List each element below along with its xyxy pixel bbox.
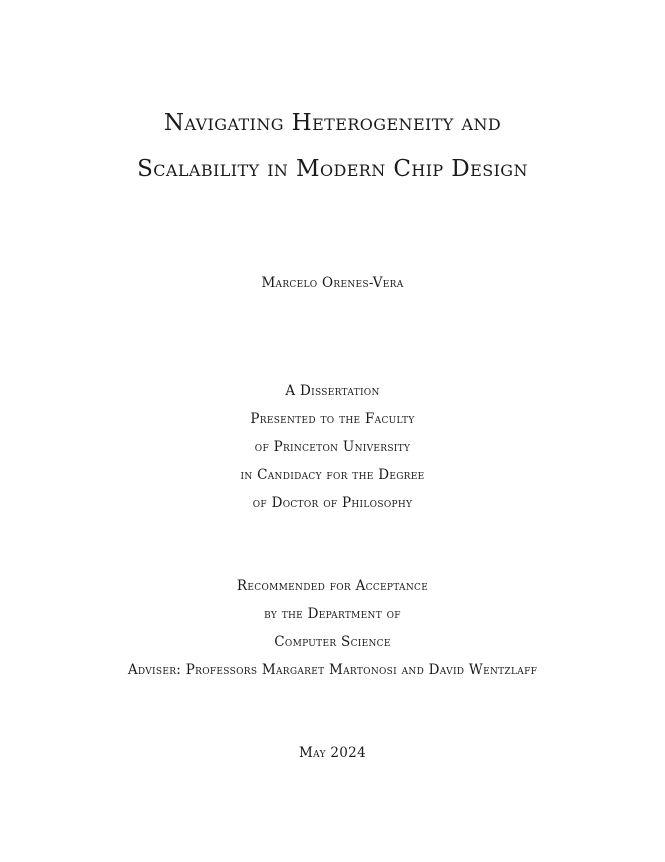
recommendation-line: Recommended for Acceptance [236, 578, 429, 594]
author-name: Marcelo Orenes-Vera [261, 275, 404, 291]
dissertation-statement-line: of Doctor of Philosophy [252, 495, 413, 511]
dissertation-statement-line: in Candidacy for the Degree [240, 467, 425, 483]
dissertation-statement-line: A Dissertation [285, 383, 380, 399]
submission-date: May 2024 [299, 745, 366, 761]
title-line-2: Scalability in Modern Chip Design [137, 156, 528, 182]
adviser-line: Adviser: Professors Margaret Martonosi and David Wentzlaff [127, 662, 538, 678]
department-name: Computer Science [274, 634, 391, 650]
recommendation-line: by the Department of [264, 606, 401, 622]
dissertation-statement-line: Presented to the Faculty [250, 411, 415, 427]
dissertation-statement-line: of Princeton University [254, 439, 411, 455]
title-line-1: Navigating Heterogeneity and [163, 110, 502, 136]
